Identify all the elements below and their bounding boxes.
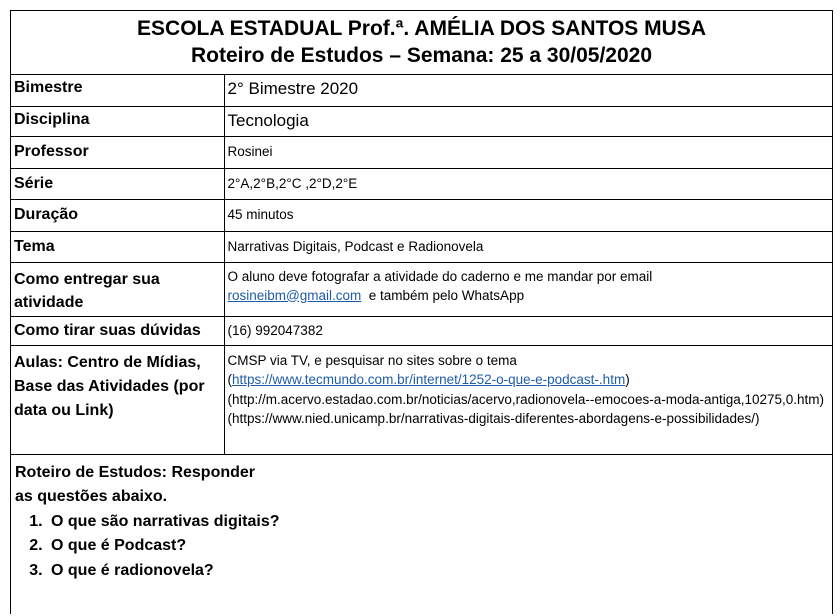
label-serie: Série [11,168,224,199]
row-bimestre [11,75,832,106]
value-entrega [224,262,832,316]
row-duracao [11,199,832,231]
entrega-contact [228,286,830,305]
questions-list [15,510,828,584]
roteiro-intro-line1: Roteiro de Estudos: Responder [15,463,256,481]
week-subtitle: Roteiro de Estudos – Semana: 25 a 30/05/2020 [190,44,653,67]
label-professor: Professor [11,136,224,168]
value-duvidas: (16) 992047382 [224,316,832,345]
email-link[interactable]: rosineibm@gmail.com [227,287,362,303]
value-aulas [224,345,832,454]
question-item: 1. O que são narrativas digitais? [47,510,828,535]
row-serie [11,168,832,199]
roteiro-intro-line2: as questões abaixo. [15,488,168,505]
label-aulas: Aulas: Centro de Mídias, Base das Atividades (por data ou Link) [11,345,224,454]
row-entrega [11,262,832,316]
row-disciplina [11,106,832,136]
value-disciplina: Tecnologia [224,106,832,136]
whatsapp-note: e também pelo WhatsApp [361,287,525,303]
header [11,11,832,75]
aulas-other-links: (http://m.acervo.estadao.com.br/noticias/acervo,radionovela--emocoes-a-moda-antiga,10275,0.htm) (https://www.nied.unicamp.br/narrativas-digitais-diferentes-abordagens-e-possibilidades/) [227,391,825,426]
row-professor [11,136,832,168]
podcast-link[interactable]: https://www.tecmundo.com.br/internet/1252-o-que-e-podcast-.htm [232,372,626,387]
value-professor: Rosinei [224,136,832,168]
aulas-link-line: (https://www.tecmundo.com.br/internet/1252-o-que-e-podcast-.htm) [227,372,630,387]
roteiro-section [11,455,832,590]
row-aulas [11,345,832,454]
info-table [11,75,832,455]
label-duracao: Duração [11,199,224,231]
entrega-instructions: O aluno deve fotografar a atividade do caderno e me mandar por email [227,268,653,284]
label-duvidas: Como tirar suas dúvidas [11,316,224,345]
value-serie: 2°A,2°B,2°C ,2°D,2°E [224,168,832,199]
value-duracao: 45 minutos [224,199,832,231]
label-disciplina: Disciplina [11,106,224,136]
label-entrega: Como entregar sua atividade [11,262,224,316]
aulas-intro: CMSP via TV, e pesquisar no sites sobre o tema [227,352,517,368]
value-bimestre: 2° Bimestre 2020 [224,75,832,106]
study-guide-sheet [10,10,833,614]
label-tema: Tema [11,231,224,262]
row-duvidas [11,316,832,345]
row-tema [11,231,832,262]
school-name: ESCOLA ESTADUAL Prof.ª. AMÉLIA DOS SANTOS MUSA [137,17,706,40]
label-bimestre: Bimestre [11,75,224,106]
value-tema: Narrativas Digitais, Podcast e Radionovela [224,231,832,262]
question-item: 2. O que é Podcast? [47,534,828,559]
question-item: 3. O que é radionovela? [47,559,828,584]
